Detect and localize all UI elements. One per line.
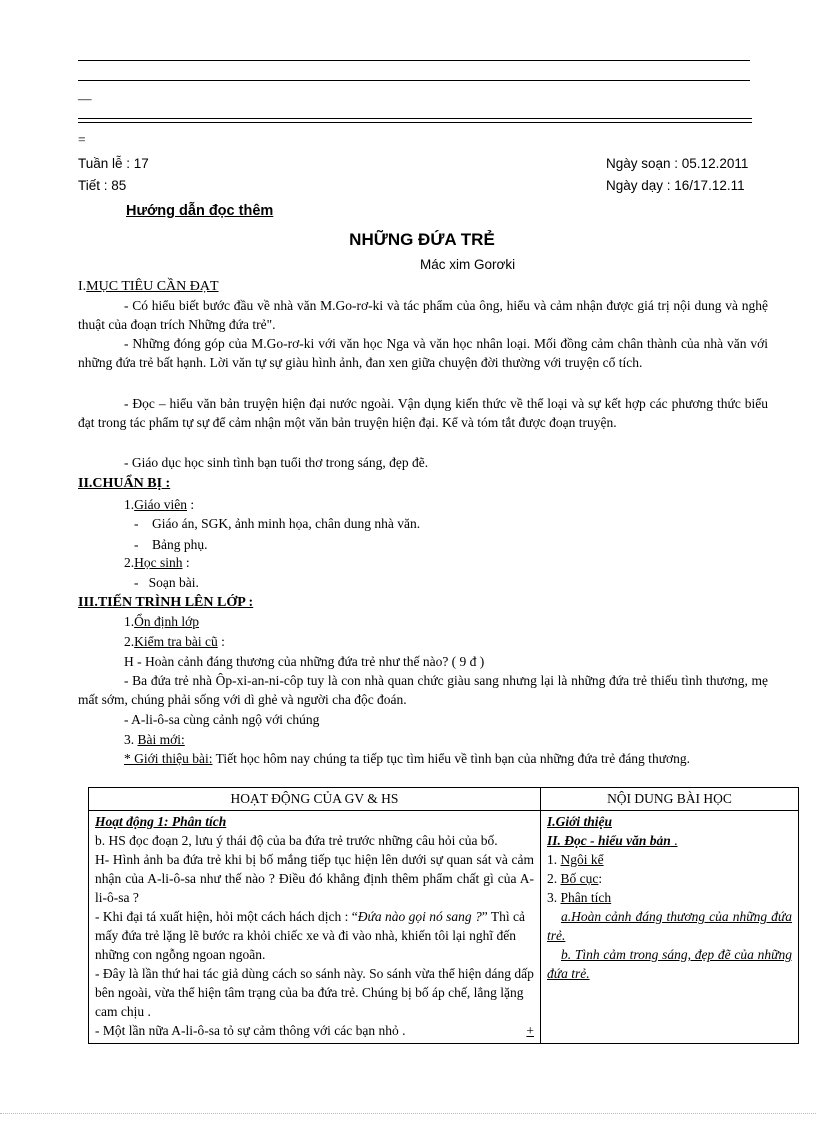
content-reading-text: II. Đọc - hiểu văn bản: [547, 833, 671, 848]
content-item-2-text: Bố cục: [560, 871, 599, 886]
content-item-1-text: Ngôi kể: [560, 852, 604, 867]
content-item-3b: b. Tình cảm trong sáng, đẹp đẽ của những đứa trẻ.: [547, 947, 792, 981]
sec3-heading: III.TIẾN TRÌNH LÊN LỚP :: [78, 595, 254, 610]
teach-date: Ngày dạy : 16/17.12.11: [606, 178, 745, 193]
author: Mác xim Gorơki: [420, 257, 516, 272]
continue-mark: +: [526, 1023, 534, 1038]
content-reading-dot: .: [670, 833, 678, 848]
sec1-heading-num: I.: [78, 279, 87, 294]
activity-line-5: [95, 1021, 534, 1040]
student-item-1-text: Soạn bài.: [148, 575, 199, 590]
teacher-text: Giáo viên: [134, 497, 187, 512]
teacher-item-2-text: Bảng phụ.: [152, 537, 208, 552]
student-item-1: - Soạn bài.: [134, 575, 199, 590]
header-rule-2: [78, 80, 750, 81]
sec2-heading: II.CHUẨN BỊ :: [78, 476, 171, 491]
activity-line-3-a: - Khi đại tá xuất hiện, hỏi một cách hách dịch : “: [95, 909, 358, 924]
content-reading: [547, 831, 792, 850]
activity-line-1: b. HS đọc đoạn 2, lưu ý thái độ của ba đứa trẻ trước những câu hỏi của bố.: [95, 833, 498, 848]
content-cell: [541, 811, 799, 1044]
step-2-num: 2.: [124, 634, 135, 649]
step-2-colon: :: [217, 634, 225, 649]
step-1-text: Ổn định lớp: [134, 614, 200, 629]
step-2-text: Kiểm tra bài cũ: [134, 634, 218, 649]
header-rule-1: [78, 60, 750, 61]
guide-label: Hướng dẫn đọc thêm: [126, 203, 274, 219]
activity-line-3-b: ” Thì cả mấy đứa trẻ lặng lẽ bước ra khỏi chiếc xe và đi vào nhà, khiến tôi lại nghĩ đến những con ngỗng ngoan ngoãn.: [95, 909, 526, 962]
step-3-text: Bài mới:: [137, 732, 185, 747]
teacher-item-1-text: Giáo án, SGK, ảnh minh họa, chân dung nhà văn.: [152, 516, 421, 531]
sec1-p4: - Giáo dục học sinh tình bạn tuổi thơ trong sáng, đẹp đẽ.: [124, 455, 429, 470]
teacher-item-2: - Bảng phụ.: [134, 537, 208, 552]
student-num: 2.: [124, 555, 135, 570]
sec1-p2: - Những đóng góp của M.Go-rơ-ki với văn học Nga và văn học nhân loại. Mối đồng cảm chân thành của nhà văn với những đứa trẻ bất hạnh. Lời văn tự sự giàu hình ảnh, đan xen giữa chuyện đời thường với truyện cổ tích.: [78, 336, 768, 370]
activities-cell: [89, 811, 541, 1044]
content-item-3-text: Phân tích: [560, 890, 612, 905]
intro-label: * Giới thiệu bài:: [124, 751, 213, 766]
week: Tuần lễ : 17: [78, 156, 149, 171]
activity-line-2: H- Hình ảnh ba đứa trẻ khi bị bố mắng tiếp tục hiện lên dưới sự quan sát và cảm nhận của A-li-ô-sa như thế nào ? Điều đó khẳng định thêm phẩm chất gì của A-li-ô-sa ?: [95, 852, 534, 905]
content-item-1-num: 1.: [547, 852, 561, 867]
activity-line-5-text: - Một lần nữa A-li-ô-sa tỏ sự cảm thông với các bạn nhỏ .: [95, 1023, 406, 1038]
step-1: [124, 612, 814, 631]
lesson: Tiết : 85: [78, 178, 127, 193]
page-title: NHỮNG ĐỨA TRẺ: [349, 230, 495, 249]
step-3-num: 3.: [124, 732, 138, 747]
content-item-2: [547, 869, 792, 888]
review-answer-2: - A-li-ô-sa cùng cảnh ngộ với chúng: [124, 712, 320, 727]
content-intro: I.Giới thiệu: [547, 814, 613, 829]
step-2: [124, 632, 814, 651]
content-item-3: [547, 888, 792, 907]
activity-line-4: - Đây là lần thứ hai tác giả dùng cách so sánh này. So sánh vừa thể hiện dáng dấp bên ngoài, vừa thể hiện tâm trạng của ba đứa trẻ. Chúng bị bố áp chế, lẳng lặng cam chịu .: [95, 966, 534, 1019]
step-1-num: 1.: [124, 614, 135, 629]
content-item-2-num: 2.: [547, 871, 561, 886]
header-dash: —: [78, 91, 92, 106]
sec1-heading-text: MỤC TIÊU CẦN ĐẠT: [86, 279, 219, 294]
col-header-content: NỘI DUNG BÀI HỌC: [541, 788, 799, 811]
teacher-num: 1.: [124, 497, 135, 512]
content-item-3-num: 3.: [547, 890, 561, 905]
header-double-rule: [78, 118, 752, 123]
teacher-label: [124, 495, 814, 514]
prep-date: Ngày soạn : 05.12.2011: [606, 156, 749, 171]
review-answer-1: - Ba đứa trẻ nhà Ôp-xi-an-ni-côp tuy là con nhà quan chức giàu sang nhưng lại là những đứa trẻ thiếu tình thương, mẹ mất sớm, chúng phải sống với dì ghẻ và người cha độc đoán.: [78, 673, 768, 707]
activity-line-3: [95, 907, 534, 964]
header-eq: =: [78, 132, 86, 147]
content-item-3a: a.Hoàn cảnh đáng thương của những đứa trẻ.: [547, 909, 792, 943]
content-item-2-colon: :: [598, 871, 603, 886]
sec1-p1: - Có hiểu biết bước đầu về nhà văn M.Go-rơ-ki và tác phẩm của ông, hiểu và cảm nhận được giá trị nội dung và nghệ thuật của đoạn trích Những đứa trẻ".: [78, 298, 768, 332]
content-item-1: [547, 850, 792, 869]
page-bottom-dotted-line: [0, 1113, 816, 1114]
sec1-heading: [78, 277, 768, 296]
step-3: [124, 730, 814, 749]
student-colon: :: [182, 555, 190, 570]
intro: [78, 749, 768, 787]
activity-table: [88, 787, 799, 1044]
teacher-colon: :: [187, 497, 195, 512]
col-header-activities: HOẠT ĐỘNG CỦA GV & HS: [89, 788, 541, 811]
intro-text: Tiết học hôm nay chúng ta tiếp tục tìm hiểu về tình bạn của những đứa trẻ đáng thương.: [212, 751, 691, 766]
sec1-p3: - Đọc – hiểu văn bản truyện hiện đại nước ngoài. Vận dụng kiến thức về thể loại và sự kết hợp các phương thức biểu đạt trong tác phẩm tự sự để cảm nhận một văn bản truyện hiện đại. Kể và tóm tắt được đoạn truyện.: [78, 396, 768, 430]
review-question: H - Hoàn cảnh đáng thương của những đứa trẻ như thế nào? ( 9 đ ): [124, 654, 485, 669]
teacher-item-1: - Giáo án, SGK, ảnh minh họa, chân dung nhà văn.: [134, 516, 421, 531]
student-text: Học sinh: [134, 555, 183, 570]
activity-line-3-quote: Đứa nào gọi nó sang ?: [357, 909, 482, 924]
student-label: [124, 553, 814, 572]
activity-1-title: Hoạt động 1: Phân tích: [95, 814, 227, 829]
